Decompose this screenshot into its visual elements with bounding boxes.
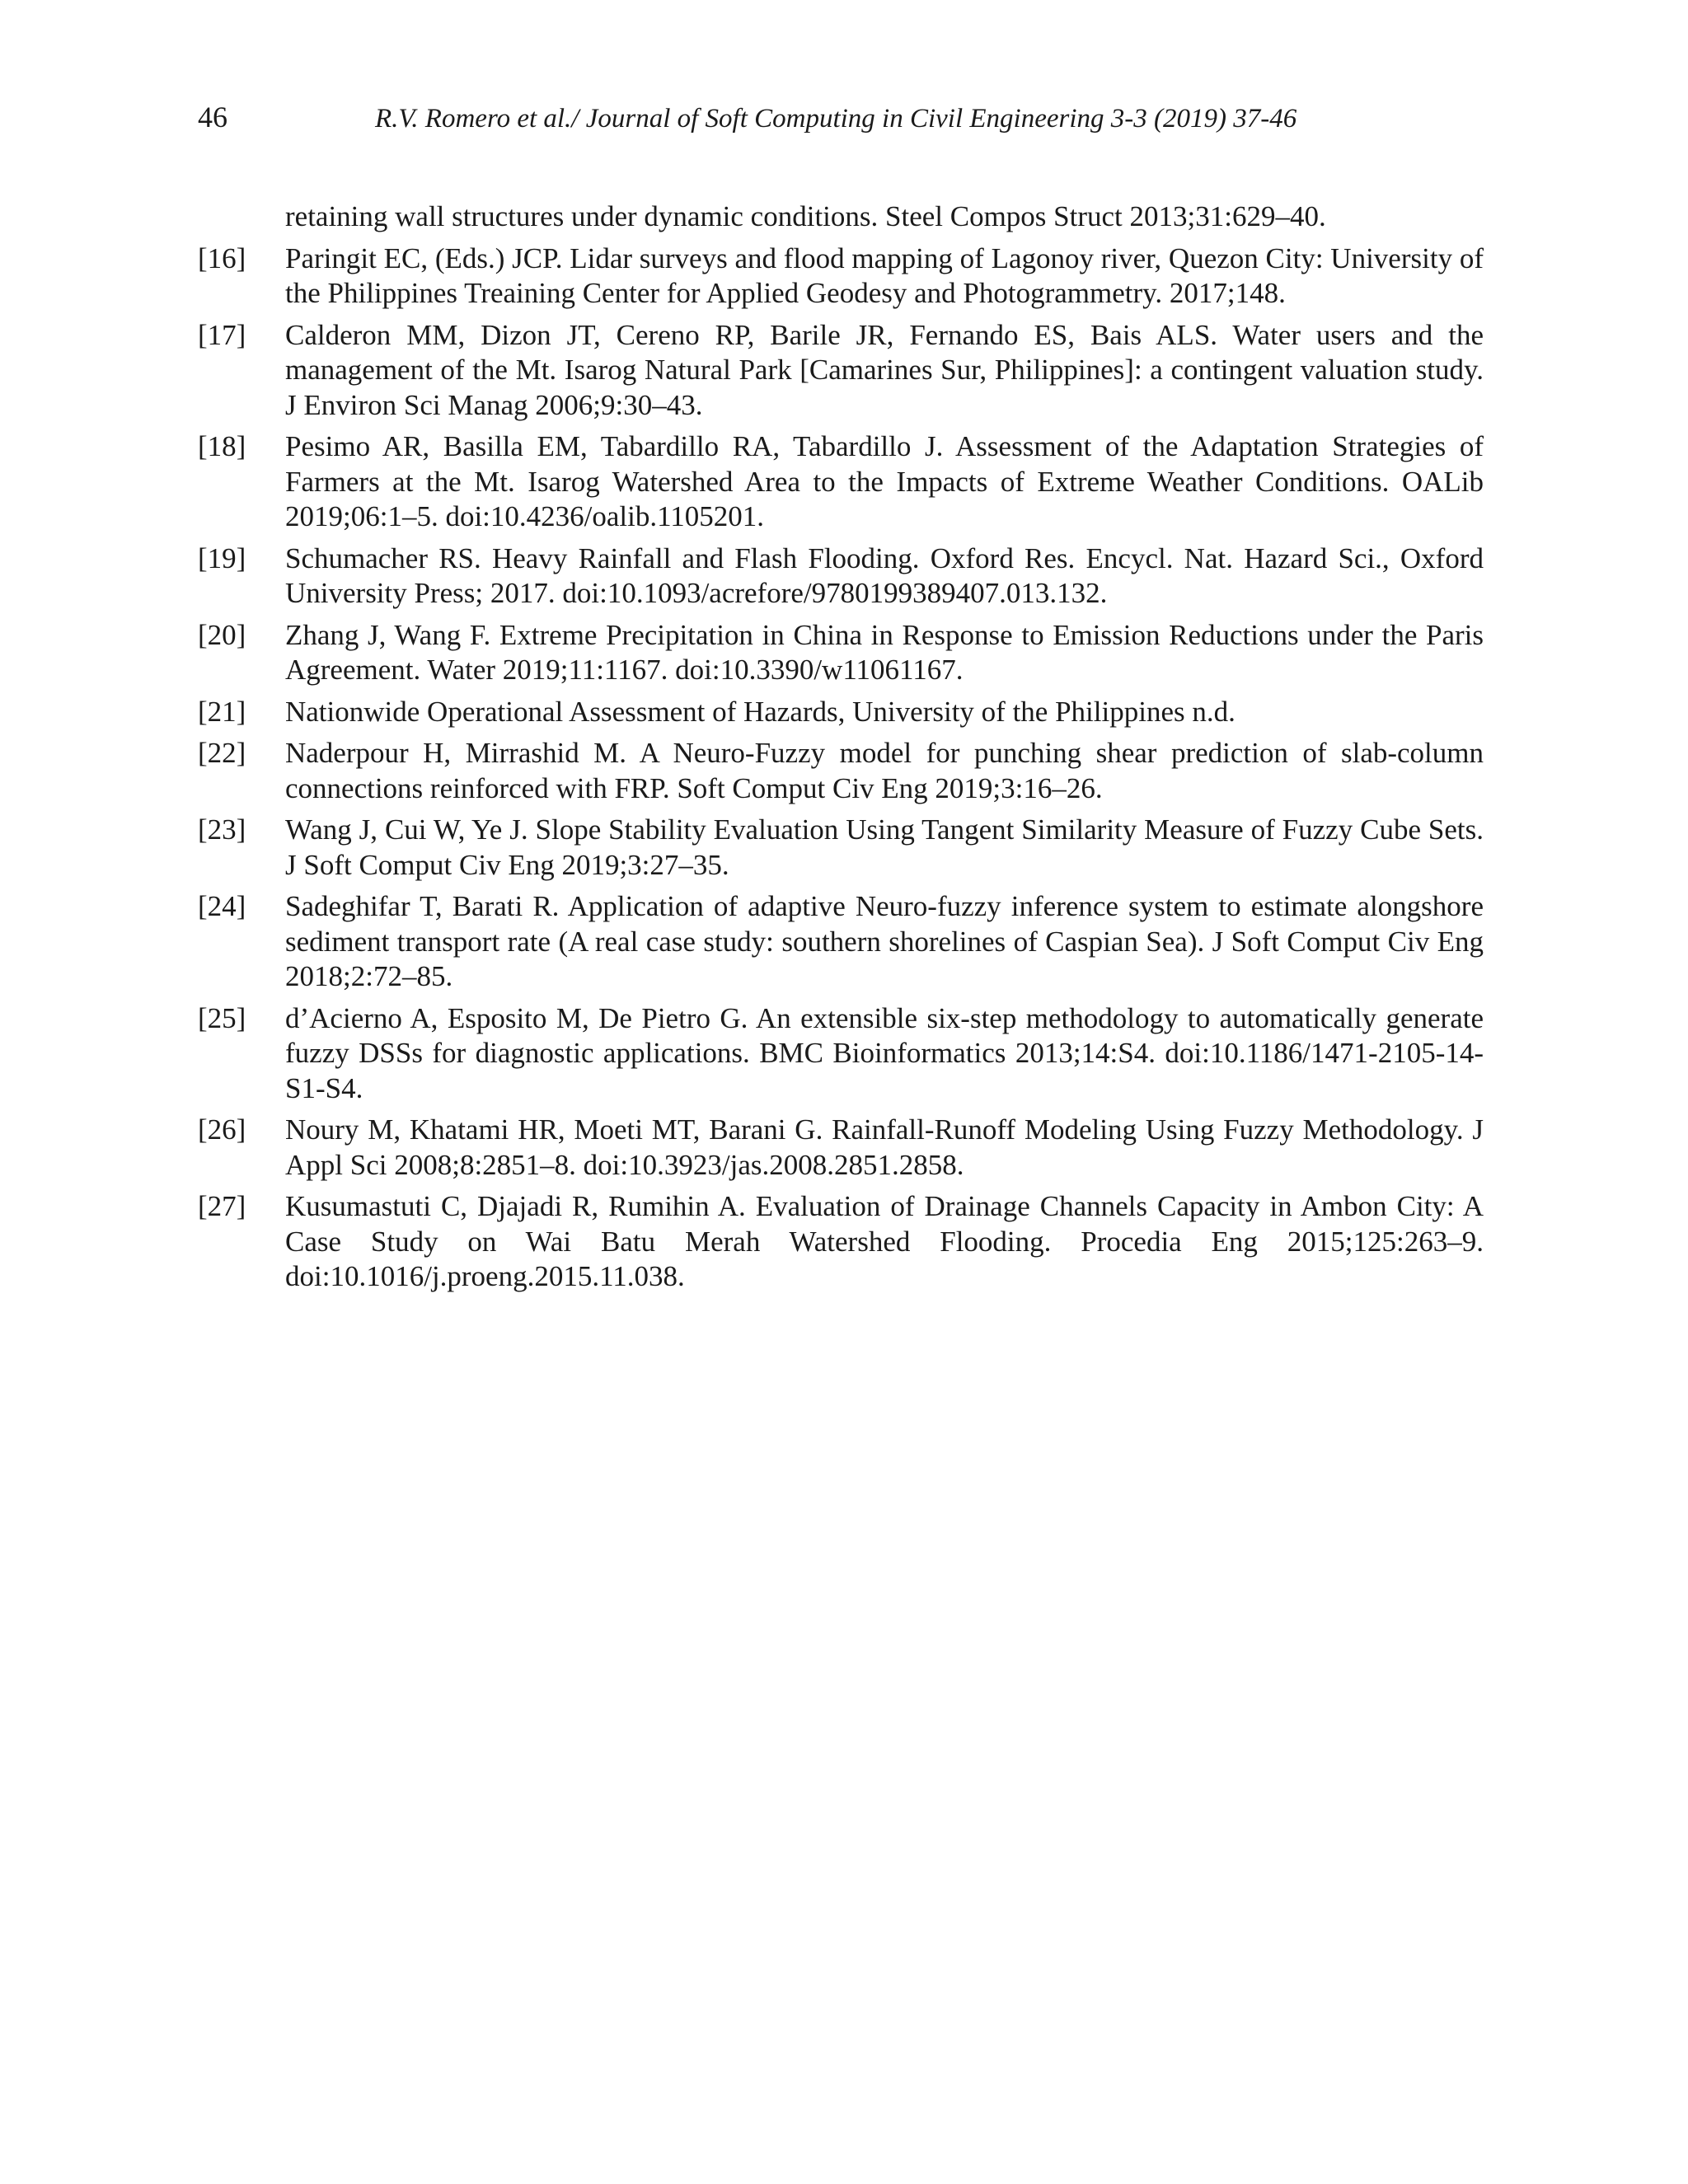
reference-text: Calderon MM, Dizon JT, Cereno RP, Barile JR, Fernando ES, Bais ALS. Water users and the management of the Mt. Isarog Natural Park [Camarines Sur, Philippines]: a contingent valuation study. J Environ Sci Manag 2006;9:30–43.	[285, 318, 1484, 421]
reference-text: Kusumastuti C, Djajadi R, Rumihin A. Evaluation of Drainage Channels Capacity in Ambon City: A Case Study on Wai Batu Merah Watershed Flooding. Procedia Eng 2015;125:263–9. doi:10.1016/j.proeng.2015.11.038.	[285, 1190, 1484, 1292]
reference-label: [19]	[198, 541, 246, 574]
reference-label: [22]	[198, 737, 246, 769]
reference-text: Sadeghifar T, Barati R. Application of adaptive Neuro-fuzzy inference system to estimate alongshore sediment transport rate (A real case study: southern shorelines of Caspian Sea). J Soft Comput Civ Eng 2018;2:72–85.	[285, 890, 1484, 992]
reference-item-18	[198, 429, 1484, 535]
reference-text: Noury M, Khatami HR, Moeti MT, Barani G. Rainfall-Runoff Modeling Using Fuzzy Methodology. J Appl Sci 2008;8:2851–8. doi:10.3923/jas.2008.2851.2858.	[285, 1113, 1484, 1181]
reference-text: Nationwide Operational Assessment of Hazards, University of the Philippines n.d.	[285, 695, 1236, 728]
reference-label: [24]	[198, 890, 246, 922]
reference-item-26	[198, 1113, 1484, 1183]
reference-item-21	[198, 695, 1484, 730]
reference-label: [18]	[198, 430, 246, 462]
reference-text: Zhang J, Wang F. Extreme Precipitation in China in Response to Emission Reductions under the Paris Agreement. Water 2019;11:1167. doi:10.3390/w11061167.	[285, 618, 1484, 686]
reference-text: Paringit EC, (Eds.) JCP. Lidar surveys and flood mapping of Lagonoy river, Quezon City: University of the Philippines Treaining Center for Applied Geodesy and Photogrammetry. 2017;148.	[285, 241, 1484, 309]
reference-continuation: retaining wall structures under dynamic conditions. Steel Compos Struct 2013;31:629–40.	[285, 200, 1326, 232]
reference-label: [27]	[198, 1190, 246, 1222]
reference-label: [21]	[198, 695, 246, 728]
reference-item-16	[198, 241, 1484, 312]
reference-text: Wang J, Cui W, Ye J. Slope Stability Evaluation Using Tangent Similarity Measure of Fuzzy Cube Sets. J Soft Comput Civ Eng 2019;3:27–35.	[285, 813, 1484, 881]
running-header: R.V. Romero et al./ Journal of Soft Computing in Civil Engineering 3-3 (2019) 37-46	[375, 104, 1297, 134]
reference-label: [23]	[198, 813, 246, 846]
reference-text: Pesimo AR, Basilla EM, Tabardillo RA, Tabardillo J. Assessment of the Adaptation Strategies of Farmers at the Mt. Isarog Watershed Area to the Impacts of Extreme Weather Conditions. OALib 2019;06:1–5. doi:10.4236/oalib.1105201.	[285, 430, 1484, 532]
reference-text: Schumacher RS. Heavy Rainfall and Flash Flooding. Oxford Res. Encycl. Nat. Hazard Sci., Oxford University Press; 2017. doi:10.1093/acrefore/9780199389407.013.132.	[285, 541, 1484, 609]
reference-label: [26]	[198, 1113, 246, 1146]
reference-text: Naderpour H, Mirrashid M. A Neuro-Fuzzy model for punching shear prediction of slab-column connections reinforced with FRP. Soft Comput Civ Eng 2019;3:16–26.	[285, 737, 1484, 804]
reference-label: [17]	[198, 318, 246, 351]
reference-label: [20]	[198, 618, 246, 651]
reference-item-20	[198, 618, 1484, 688]
reference-item-24	[198, 889, 1484, 995]
reference-item-23	[198, 813, 1484, 883]
reference-text: d’Acierno A, Esposito M, De Pietro G. An extensible six-step methodology to automatically generate fuzzy DSSs for diagnostic applications. BMC Bioinformatics 2013;14:S4. doi:10.1186/1471-2105-14-S1-S4.	[285, 1001, 1484, 1104]
page-number: 46	[198, 101, 227, 134]
reference-label: [25]	[198, 1001, 246, 1034]
reference-item-17	[198, 318, 1484, 424]
reference-item-19	[198, 541, 1484, 612]
reference-item-27	[198, 1189, 1484, 1295]
reference-label: [16]	[198, 241, 246, 274]
reference-item-22	[198, 736, 1484, 806]
reference-item-25	[198, 1001, 1484, 1107]
reference-list	[198, 199, 1484, 1301]
